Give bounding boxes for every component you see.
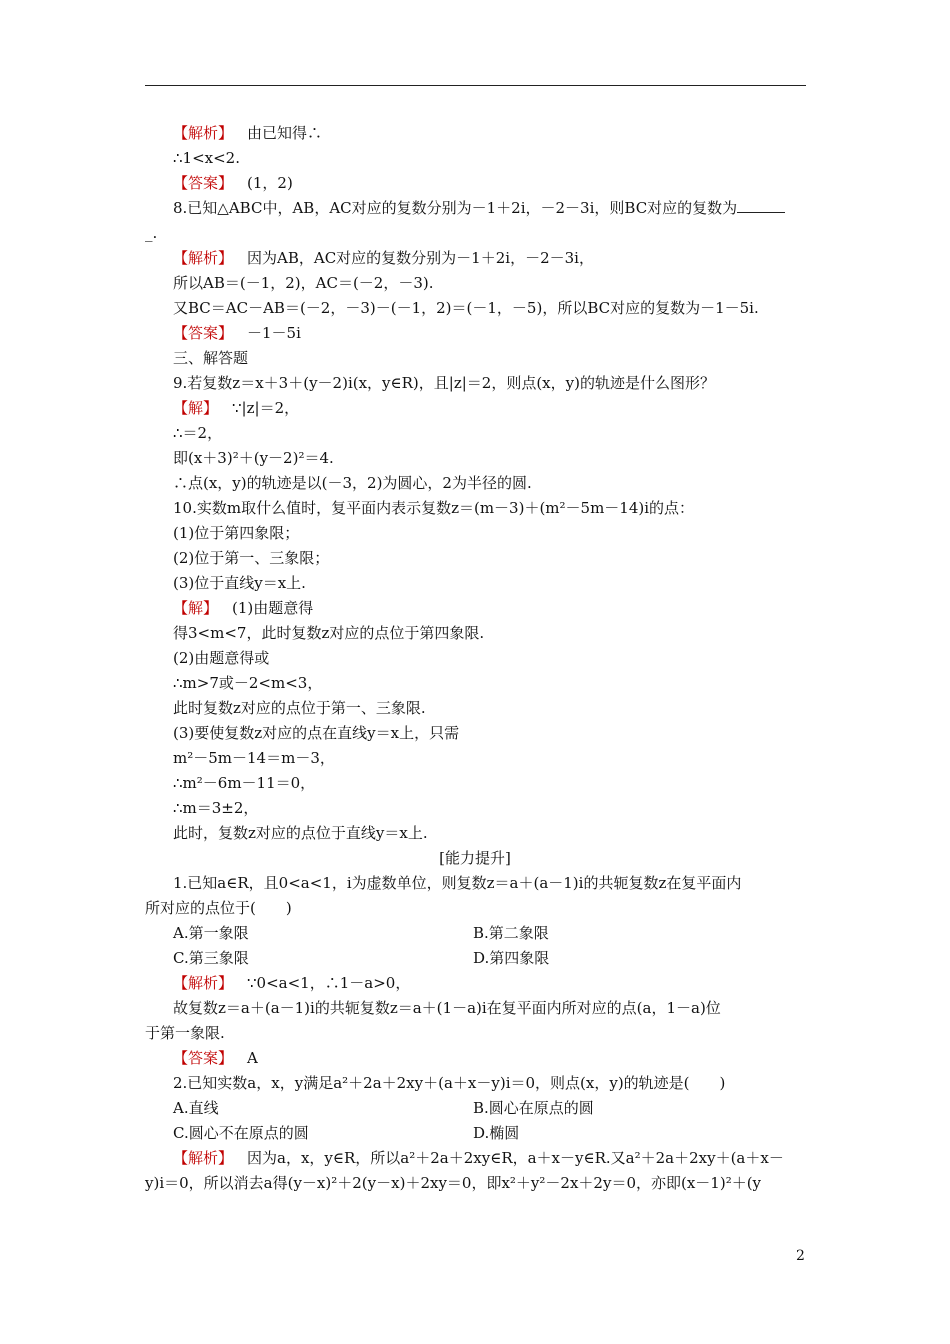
text-line: _. [145,224,158,242]
text-line: (2)位于第一、三象限； [173,549,330,567]
option-a: A.直线 [173,1099,219,1117]
page-number: 2 [796,1248,805,1264]
text-line: 【解析】 ∵0<a<1，∴1－a>0， [173,974,411,992]
text-line: (3)位于直线y＝x上. [173,574,306,592]
text-line: ∴m²－6m－11＝0， [173,774,316,792]
text-line: ∴m>7或－2<m<3， [173,674,323,692]
text-line: m²－5m－14＝m－3， [173,749,335,767]
text-line: 此时复数z对应的点位于第一、三象限. [173,699,426,717]
text-line: 此时，复数z对应的点位于直线y＝x上. [173,824,428,842]
answer-blank [737,198,785,213]
section-title: 三、解答题 [173,349,249,367]
question-8: 8.已知△ABC中，AB，AC对应的复数分别为－1＋2i，－2－3i，则BC对应的复数为 [173,198,785,218]
header-rule [145,85,806,86]
option-d: D.第四象限 [473,949,550,967]
text-line: 【答案】 (1，2) [173,174,293,192]
text-line: 【解】 ∵|z|＝2， [173,399,300,417]
text-line: ∴1<x<2. [173,149,240,167]
text-line: 【答案】 A [173,1049,258,1067]
text-line: ∴＝2， [173,424,223,442]
text-line: ∴m＝3±2， [173,799,259,817]
option-a: A.第一象限 [173,924,249,942]
question-2: 2.已知实数a，x，y满足a²＋2a＋2xy＋(a＋x－y)i＝0，则点(x，y)的轨迹是( ) [173,1074,726,1092]
text-line: 所以AB＝(－1，2)，AC＝(－2，－3). [173,274,434,292]
question-10: 10.实数m取什么值时，复平面内表示复数z＝(m－3)＋(m²－5m－14)i的点： [173,499,695,517]
text-line: y)i＝0，所以消去a得(y－x)²＋2(y－x)＋2xy＝0，即x²＋y²－2x＋2y＝0，亦即(x－1)²＋(y [145,1174,762,1192]
analysis-tag: 【解析】 [173,974,234,992]
text-line: 得3<m<7，此时复数z对应的点位于第四象限. [173,624,485,642]
answer-tag: 【答案】 [173,174,234,192]
text-line: 【解】 (1)由题意得 [173,599,314,617]
analysis-tag: 【解析】 [173,124,234,142]
option-d: D.椭圆 [473,1124,520,1142]
text-line: (1)位于第四象限； [173,524,300,542]
text-line: (3)要使复数z对应的点在直线y＝x上，只需 [173,724,460,742]
option-b: B.第二象限 [473,924,549,942]
answer-tag: 【答案】 [173,1049,234,1067]
text-line: 【解析】 因为AB，AC对应的复数分别为－1＋2i，－2－3i， [173,249,594,267]
question-9: 9.若复数z＝x＋3＋(y－2)i(x，y∈R)，且|z|＝2，则点(x，y)的轨迹是什么图形？ [173,374,715,392]
analysis-tag: 【解析】 [173,1149,234,1167]
solution-tag: 【解】 [173,399,219,417]
text-line: 【答案】 －1－5i [173,324,301,342]
analysis-tag: 【解析】 [173,249,234,267]
text-line: 【解析】 因为a，x，y∈R，所以a²＋2a＋2xy∈R，a＋x－y∈R.又a²＋2a＋2xy＋(a＋x－ [173,1149,784,1167]
text-line: 【解析】 由已知得∴ [173,124,323,142]
text-line: 故复数z＝a＋(a－1)i的共轭复数z＝a＋(1－a)i在复平面内所对应的点(a，1－a)位 [173,999,721,1017]
text-line: ∴点(x，y)的轨迹是以(－3，2)为圆心，2为半径的圆. [173,474,532,492]
text-line: 所对应的点位于( ) [145,899,292,917]
option-c: C.第三象限 [173,949,249,967]
section-heading: [能力提升] [439,849,511,867]
text-line: (2)由题意得或 [173,649,270,667]
option-b: B.圆心在原点的圆 [473,1099,594,1117]
option-c: C.圆心不在原点的圆 [173,1124,309,1142]
answer-tag: 【答案】 [173,324,234,342]
question-1: 1.已知a∈R，且0<a<1，i为虚数单位，则复数z＝a＋(a－1)i的共轭复数z在复平面内 [173,874,742,892]
text-line: 又BC＝AC－AB＝(－2，－3)－(－1，2)＝(－1，－5)，所以BC对应的复数为－1－5i. [173,299,759,317]
text-line: 即(x＋3)²＋(y－2)²＝4. [173,449,334,467]
text-line: 于第一象限. [145,1024,225,1042]
solution-tag: 【解】 [173,599,219,617]
